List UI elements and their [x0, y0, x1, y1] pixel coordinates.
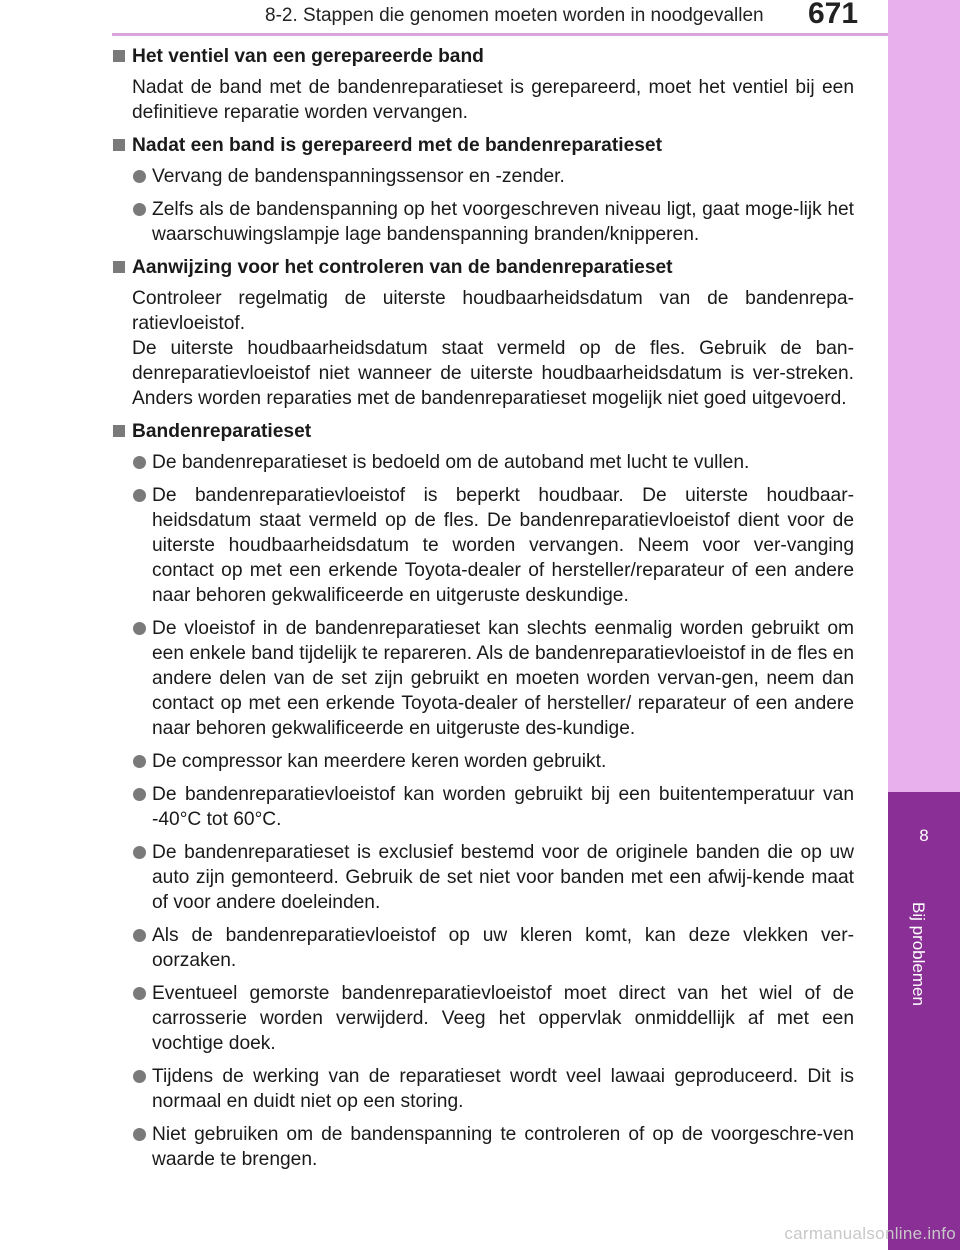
section-paragraph: Nadat de band met de bandenreparatieset is gerepareerd, moet het ventiel bij een definitieve reparatie worden vervangen. [132, 77, 854, 123]
bullet-text: Als de bandenreparatievloeistof op uw kleren komt, kan deze vlekken ver-oorzaken. [152, 925, 854, 971]
round-bullet-icon [133, 788, 146, 801]
round-bullet-icon [133, 1070, 146, 1083]
section-heading [112, 44, 854, 69]
bullet-item [112, 749, 854, 774]
header-title: 8-2. Stappen die genomen moeten worden in noodgevallen [265, 5, 764, 26]
bullet-text: De vloeistof in de bandenreparatieset kan slechts eenmalig worden gebruikt om een enkele band tijdelijk te repareren. Als de bandenreparatievloeistof in de fles en andere delen van de set zijn gebruikt en moeten worden vervan-gen, neem dan contact op met een erkende Toyota-dealer of hersteller/ reparateur of een andere naar behoren gekwalificeerde en uitgeruste des-kundige. [152, 618, 854, 739]
page-header [0, 0, 888, 32]
bullet-text: De bandenreparatieset is bedoeld om de autoband met lucht te vullen. [152, 452, 750, 473]
bullet-item [112, 616, 854, 741]
section-paragraph: Controleer regelmatig de uiterste houdbaarheidsdatum van de bandenrepa-ratievloeistof. De uiterste houdbaarheidsdatum staat vermeld op de fles. Gebruik de ban-denreparatievloeistof niet wanneer de uiterste houdbaarheidsdatum is ver-streken. Anders worden reparaties met de bandenreparatieset mogelijk niet goed uitgevoerd. [132, 288, 854, 409]
section-heading-text: Bandenreparatieset [132, 421, 312, 442]
square-bullet-icon [113, 261, 125, 273]
square-bullet-icon [113, 50, 125, 62]
bullet-item [112, 197, 854, 247]
round-bullet-icon [133, 987, 146, 1000]
bullet-item [112, 450, 854, 475]
bullet-text: De bandenreparatievloeistof kan worden gebruikt bij een buitentemperatuur van -40°C tot 60°C. [152, 784, 854, 830]
round-bullet-icon [133, 456, 146, 469]
round-bullet-icon [133, 622, 146, 635]
bullet-text: De bandenreparatievloeistof is beperkt houdbaar. De uiterste houdbaar-heidsdatum staat vermeld op de fles. De bandenreparatievloeistof dient voor de uiterste houdbaarheidsdatum te worden vervangen. Neem voor ver-vanging contact op met een erkende Toyota-dealer of hersteller/reparateur of een andere naar behoren gekwalificeerde en uitgeruste deskundige. [152, 485, 854, 606]
bullet-text: Niet gebruiken om de bandenspanning te controleren of op de voorgeschre-ven waarde te brengen. [152, 1124, 854, 1170]
bullet-item [112, 840, 854, 915]
bullet-text: Zelfs als de bandenspanning op het voorgeschreven niveau ligt, gaat moge-lijk het waarschuwingslampje lage bandenspanning branden/knipperen. [152, 199, 854, 245]
bullet-text: De bandenreparatieset is exclusief bestemd voor de originele banden die op uw auto zijn gemonteerd. Gebruik de set niet voor banden met een afwij-kende maat of voor andere doeleinden. [152, 842, 854, 913]
chapter-side-tab [888, 0, 960, 1250]
bullet-text: Eventueel gemorste bandenreparatievloeistof moet direct van het wiel of de carrosserie worden verwijderd. Veeg het oppervlak onmiddellijk af met een vochtige doek. [152, 983, 854, 1054]
round-bullet-icon [133, 846, 146, 859]
section [112, 419, 854, 1172]
bullet-item [112, 923, 854, 973]
section-heading-text: Het ventiel van een gerepareerde band [132, 46, 484, 67]
bullet-item [112, 483, 854, 608]
section-heading [112, 133, 854, 158]
bullet-text: Tijdens de werking van de reparatieset wordt veel lawaai geproduceerd. Dit is normaal en duidt niet op een storing. [152, 1066, 854, 1112]
page-number: 671 [808, 0, 859, 30]
bullet-text: De compressor kan meerdere keren worden gebruikt. [152, 751, 607, 772]
chapter-number: 8 [919, 826, 929, 845]
square-bullet-icon [113, 139, 125, 151]
bullet-item [112, 782, 854, 832]
section [112, 133, 854, 247]
bullet-item [112, 1064, 854, 1114]
round-bullet-icon [133, 203, 146, 216]
bullet-text: Vervang de bandenspanningssensor en -zender. [152, 166, 565, 187]
section-heading-text: Nadat een band is gerepareerd met de bandenreparatieset [132, 135, 662, 156]
bullet-item [112, 164, 854, 189]
chapter-tab-highlight [888, 792, 960, 1250]
round-bullet-icon [133, 489, 146, 502]
header-rule [112, 33, 888, 36]
section [112, 255, 854, 411]
square-bullet-icon [113, 425, 125, 437]
round-bullet-icon [133, 755, 146, 768]
section-heading [112, 419, 854, 444]
round-bullet-icon [133, 929, 146, 942]
section [112, 44, 854, 125]
watermark: carmanualsonline.info [784, 1224, 956, 1243]
bullet-item [112, 1122, 854, 1172]
section-heading-text: Aanwijzing voor het controleren van de bandenreparatieset [132, 257, 673, 278]
section-heading [112, 255, 854, 280]
round-bullet-icon [133, 1128, 146, 1141]
page-content [112, 44, 854, 1180]
round-bullet-icon [133, 170, 146, 183]
bullet-item [112, 981, 854, 1056]
chapter-title: Bij problemen [909, 902, 928, 1006]
